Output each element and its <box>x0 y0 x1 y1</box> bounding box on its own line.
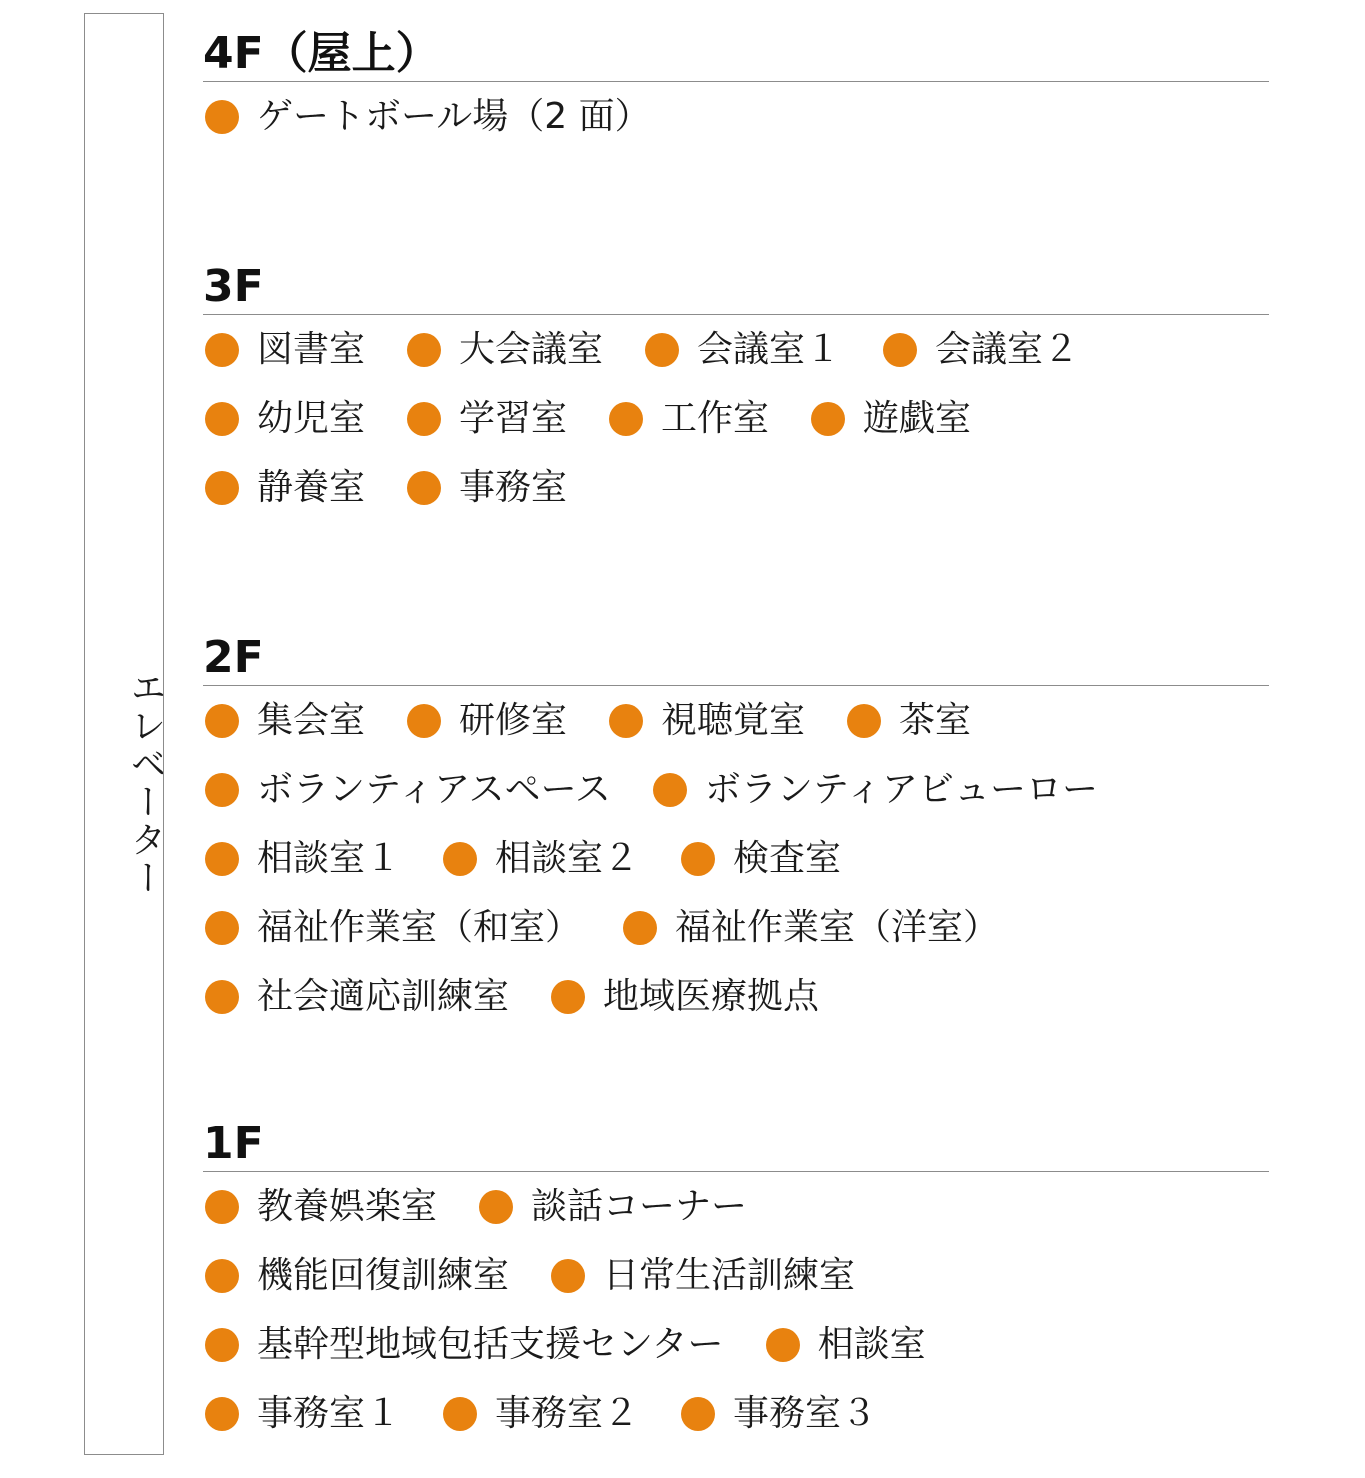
room-item <box>203 1392 402 1434</box>
bullet-dot-icon <box>205 1328 239 1362</box>
bullet-dot-icon <box>551 1259 585 1293</box>
room-label: 事務室２ <box>495 1392 640 1434</box>
room-item <box>203 328 366 370</box>
room-item <box>203 1323 724 1365</box>
elevator-shaft <box>84 13 164 1455</box>
room-label: 談話コーナー <box>531 1185 748 1227</box>
bullet-dot-icon <box>205 773 239 807</box>
room-label: 茶室 <box>899 699 972 741</box>
room-item <box>621 906 1000 948</box>
room-item <box>203 1254 510 1296</box>
room-item <box>405 397 568 439</box>
bullet-dot-icon <box>205 1397 239 1431</box>
bullet-dot-icon <box>205 402 239 436</box>
room-label: 図書室 <box>257 328 366 370</box>
bullet-dot-icon <box>205 333 239 367</box>
room-label: 機能回復訓練室 <box>257 1254 510 1296</box>
bullet-dot-icon <box>407 402 441 436</box>
room-label: 学習室 <box>459 397 568 439</box>
bullet-dot-icon <box>205 704 239 738</box>
bullet-dot-icon <box>653 773 687 807</box>
bullet-dot-icon <box>205 1259 239 1293</box>
bullet-dot-icon <box>407 333 441 367</box>
room-label: 遊戯室 <box>863 397 972 439</box>
bullet-dot-icon <box>551 980 585 1014</box>
room-label: 事務室 <box>459 466 568 508</box>
room-item <box>203 906 582 948</box>
floor-2f <box>203 634 1269 1031</box>
room-row <box>203 1310 1269 1379</box>
room-item <box>405 328 604 370</box>
room-item <box>203 1185 438 1227</box>
bullet-dot-icon <box>681 1397 715 1431</box>
room-label: 幼児室 <box>257 397 366 439</box>
room-row <box>203 962 1269 1031</box>
room-label: 福祉作業室（和室） <box>257 906 582 948</box>
room-item <box>203 699 366 741</box>
room-row <box>203 82 1269 151</box>
room-item <box>643 328 842 370</box>
room-label: 会議室１ <box>697 328 842 370</box>
room-item <box>203 466 366 508</box>
room-label: 集会室 <box>257 699 366 741</box>
room-label: 研修室 <box>459 699 568 741</box>
room-label: 基幹型地域包括支援センター <box>257 1323 724 1365</box>
room-item <box>845 699 972 741</box>
room-item <box>405 699 568 741</box>
room-label: 会議室２ <box>935 328 1080 370</box>
room-item <box>405 466 568 508</box>
room-item <box>477 1185 748 1227</box>
room-label: 事務室３ <box>733 1392 878 1434</box>
room-list <box>203 686 1269 1031</box>
room-label: ゲートボール場（2 面） <box>257 95 651 137</box>
bullet-dot-icon <box>847 704 881 738</box>
bullet-dot-icon <box>205 471 239 505</box>
room-item <box>203 768 611 810</box>
room-row <box>203 315 1269 384</box>
bullet-dot-icon <box>883 333 917 367</box>
room-label: 大会議室 <box>459 328 604 370</box>
room-item <box>809 397 972 439</box>
room-label: 事務室１ <box>257 1392 402 1434</box>
room-item <box>607 699 806 741</box>
bullet-dot-icon <box>766 1328 800 1362</box>
room-row <box>203 1172 1269 1241</box>
room-label: 相談室１ <box>257 837 402 879</box>
room-item <box>679 1392 878 1434</box>
room-list <box>203 315 1269 522</box>
room-item <box>549 975 820 1017</box>
room-item <box>203 975 510 1017</box>
bullet-dot-icon <box>609 402 643 436</box>
room-label: 社会適応訓練室 <box>257 975 510 1017</box>
room-label: 静養室 <box>257 466 366 508</box>
room-label: 地域医療拠点 <box>603 975 820 1017</box>
floor-4f <box>203 30 1269 151</box>
bullet-dot-icon <box>811 402 845 436</box>
floor-title: 3F <box>203 263 1269 315</box>
room-list <box>203 82 1269 151</box>
bullet-dot-icon <box>205 1190 239 1224</box>
room-label: 教養娯楽室 <box>257 1185 438 1227</box>
room-row <box>203 1379 1269 1448</box>
room-item <box>441 837 640 879</box>
room-row <box>203 1241 1269 1310</box>
room-label: 福祉作業室（洋室） <box>675 906 1000 948</box>
bullet-dot-icon <box>205 980 239 1014</box>
bullet-dot-icon <box>645 333 679 367</box>
floor-title: 1F <box>203 1120 1269 1172</box>
room-label: ボランティアスペース <box>257 768 611 810</box>
room-item <box>203 95 651 137</box>
room-label: 相談室 <box>817 1323 926 1365</box>
room-row <box>203 755 1269 824</box>
room-row <box>203 893 1269 962</box>
room-item <box>549 1254 856 1296</box>
bullet-dot-icon <box>623 911 657 945</box>
bullet-dot-icon <box>205 911 239 945</box>
room-item <box>203 397 366 439</box>
room-item <box>764 1323 926 1365</box>
room-row <box>203 824 1269 893</box>
elevator-label: エレベーター <box>125 669 166 897</box>
floor-title: 4F（屋上） <box>203 30 1269 82</box>
room-item <box>441 1392 640 1434</box>
bullet-dot-icon <box>407 704 441 738</box>
bullet-dot-icon <box>609 704 643 738</box>
room-item <box>607 397 770 439</box>
room-row <box>203 384 1269 453</box>
bullet-dot-icon <box>443 1397 477 1431</box>
bullet-dot-icon <box>205 100 239 134</box>
room-item <box>881 328 1080 370</box>
room-item <box>679 837 842 879</box>
bullet-dot-icon <box>479 1190 513 1224</box>
room-label: 日常生活訓練室 <box>603 1254 856 1296</box>
floor-3f <box>203 263 1269 522</box>
bullet-dot-icon <box>407 471 441 505</box>
room-label: 工作室 <box>661 397 770 439</box>
room-row <box>203 453 1269 522</box>
floor-title: 2F <box>203 634 1269 686</box>
floor-1f <box>203 1120 1269 1448</box>
room-label: 視聴覚室 <box>661 699 806 741</box>
room-label: ボランティアビューロー <box>704 768 1099 810</box>
bullet-dot-icon <box>443 842 477 876</box>
room-label: 相談室２ <box>495 837 640 879</box>
room-item <box>651 768 1099 810</box>
bullet-dot-icon <box>205 842 239 876</box>
room-item <box>203 837 402 879</box>
bullet-dot-icon <box>681 842 715 876</box>
room-row <box>203 686 1269 755</box>
room-list <box>203 1172 1269 1448</box>
room-label: 検査室 <box>733 837 842 879</box>
